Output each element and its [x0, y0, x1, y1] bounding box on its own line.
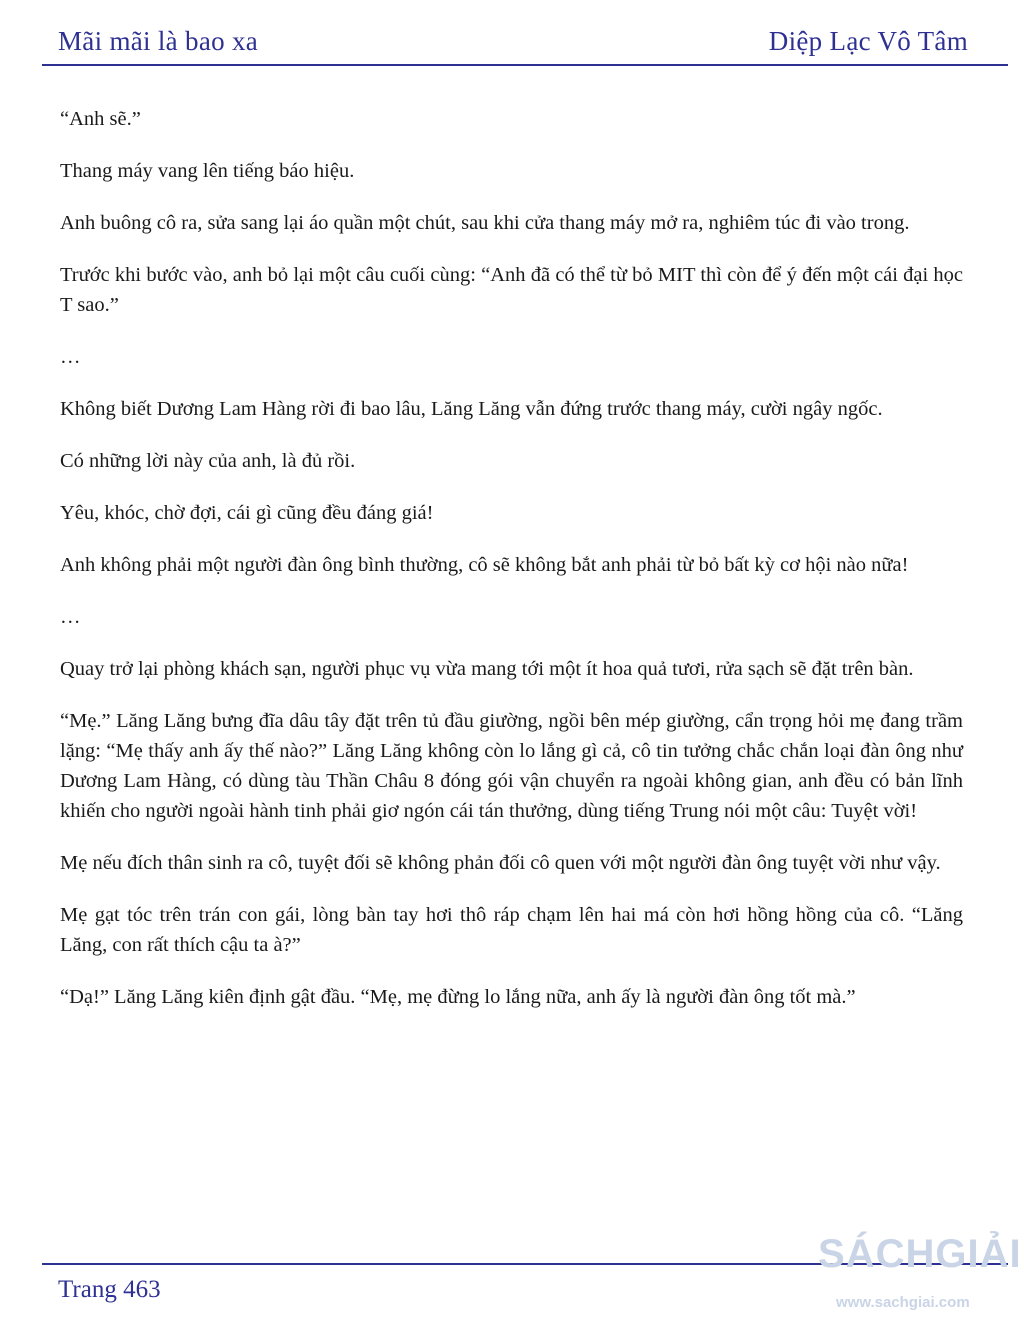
paragraph: “Anh sẽ.”: [60, 108, 141, 130]
scene-break: …: [60, 346, 81, 368]
paragraph: “Dạ!” Lăng Lăng kiên định gật đầu. “Mẹ, mẹ đừng lo lắng nữa, anh ấy là người đàn ông tốt mà.”: [60, 986, 856, 1008]
watermark-logo: SÁCHGIẢI: [818, 1232, 1022, 1276]
page-header: [0, 0, 1024, 66]
paragraph: Có những lời này của anh, là đủ rồi.: [60, 450, 356, 472]
paragraph: Thang máy vang lên tiếng báo hiệu.: [60, 160, 355, 182]
paragraph: Anh buông cô ra, sửa sang lại áo quần một chút, sau khi cửa thang máy mở ra, nghiêm túc đi vào trong.: [60, 212, 910, 234]
paragraph: Mẹ gạt tóc trên trán con gái, lòng bàn tay hơi thô ráp chạm lên hai má còn hơi hồng hồng của cô. “Lăng Lăng, con rất thích cậu ta à?”: [60, 904, 963, 956]
paragraph: “Mẹ.” Lăng Lăng bưng đĩa dâu tây đặt trên tủ đầu giường, ngồi bên mép giường, cẩn trọng hỏi mẹ đang trầm lặng: “Mẹ thấy anh ấy thế nào?” Lăng Lăng không còn lo lắng gì cả, cô tin tưởng chắc chắn loại đàn ông như Dương Lam Hàng, có dùng tàu Thần Châu 8 đóng gói vận chuyển ra ngoài không gian, anh đều có bản lĩnh khiến cho người ngoài hành tinh phải giơ ngón cái tán thưởng, dùng tiếng Trung nói một câu: Tuyệt vời!: [60, 710, 963, 822]
header-divider: [42, 64, 1008, 66]
page-content: [60, 104, 963, 1034]
scene-break: …: [60, 606, 81, 628]
watermark-url: www.sachgiai.com: [836, 1294, 970, 1311]
watermark: [818, 1228, 1024, 1320]
book-title: Mãi mãi là bao xa: [58, 26, 259, 56]
paragraph: Không biết Dương Lam Hàng rời đi bao lâu, Lăng Lăng vẫn đứng trước thang máy, cười ngây ngốc.: [60, 398, 883, 420]
paragraph: Yêu, khóc, chờ đợi, cái gì cũng đều đáng giá!: [60, 502, 434, 524]
author-name: Diệp Lạc Vô Tâm: [768, 26, 968, 56]
paragraph: Anh không phải một người đàn ông bình thường, cô sẽ không bắt anh phải từ bỏ bất kỳ cơ hội nào nữa!: [60, 554, 909, 576]
page-number: Trang 463: [58, 1276, 161, 1303]
paragraph: Trước khi bước vào, anh bỏ lại một câu cuối cùng: “Anh đã có thể từ bỏ MIT thì còn để ý đến một cái đại học T sao.”: [60, 264, 963, 316]
paragraph: Mẹ nếu đích thân sinh ra cô, tuyệt đối sẽ không phản đối cô quen với một người đàn ông tuyệt vời như vậy.: [60, 852, 941, 874]
paragraph: Quay trở lại phòng khách sạn, người phục vụ vừa mang tới một ít hoa quả tươi, rửa sạch sẽ đặt trên bàn.: [60, 658, 914, 680]
